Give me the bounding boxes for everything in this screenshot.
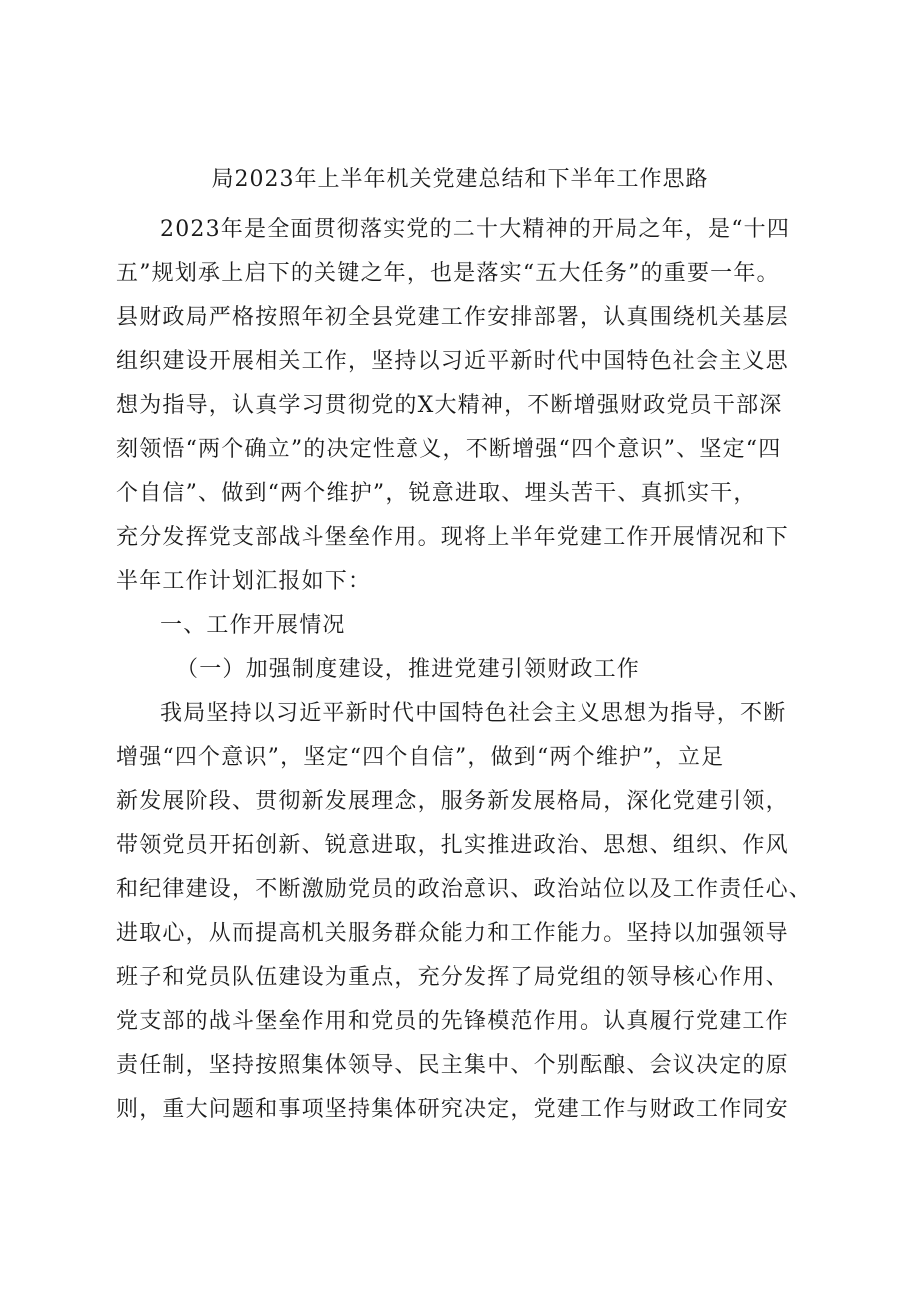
- body-line: 组织建设开展相关工作，坚持以习近平新时代中国特色社会主义思: [116, 349, 789, 374]
- body-line: 县财政局严格按照年初全县党建工作安排部署，认真围绕机关基层: [116, 305, 789, 330]
- document-title: 局2023年上半年机关党建总结和下半年工作思路: [211, 167, 709, 192]
- body-line: 充分发挥党支部战斗堡垒作用。现将上半年党建工作开展情况和下: [116, 525, 789, 550]
- body-line: 带领党员开拓创新、锐意进取，扎实推进政治、思想、组织、作风: [116, 833, 789, 858]
- body-line: 个自信”、做到“两个维护”，锐意进取、埋头苦干、真抓实干，: [116, 481, 757, 506]
- body-line: 想为指导，认真学习贯彻党的X大精神，不断增强财政党员干部深: [116, 393, 783, 418]
- body-line: 增强“四个意识”，坚定“四个自信”，做到“两个维护”，立足: [116, 745, 725, 770]
- body-line: 刻领悟“两个确立”的决定性意义，不断增强“四个意识”、坚定“四: [116, 437, 782, 462]
- body-line: 我局坚持以习近平新时代中国特色社会主义思想为指导，不断: [160, 701, 787, 726]
- section-heading: 一、工作开展情况: [160, 613, 346, 638]
- body-line: 新发展阶段、贯彻新发展理念，服务新发展格局，深化党建引领，: [116, 789, 789, 814]
- body-line: 2023年是全面贯彻落实党的二十大精神的开局之年，是“十四: [160, 217, 791, 242]
- body-line: 半年工作计划汇报如下：: [116, 569, 372, 594]
- body-line: 进取心，从而提高机关服务群众能力和工作能力。坚持以加强领导: [116, 921, 789, 946]
- body-line: 五”规划承上启下的关键之年，也是落实“五大任务”的重要一年。: [116, 261, 780, 286]
- body-line: 则，重大问题和事项坚持集体研究决定，党建工作与财政工作同安: [116, 1097, 789, 1122]
- body-line: 班子和党员队伍建设为重点，充分发挥了局党组的领导核心作用、: [116, 965, 789, 990]
- body-line: 和纪律建设，不断激励党员的政治意识、政治站位以及工作责任心、: [116, 877, 813, 902]
- body-line: 责任制，坚持按照集体领导、民主集中、个别酝酿、会议决定的原: [116, 1053, 789, 1078]
- subsection-heading: （一）加强制度建设，推进党建引领财政工作: [176, 657, 641, 682]
- body-line: 党支部的战斗堡垒作用和党员的先锋模范作用。认真履行党建工作: [116, 1009, 789, 1034]
